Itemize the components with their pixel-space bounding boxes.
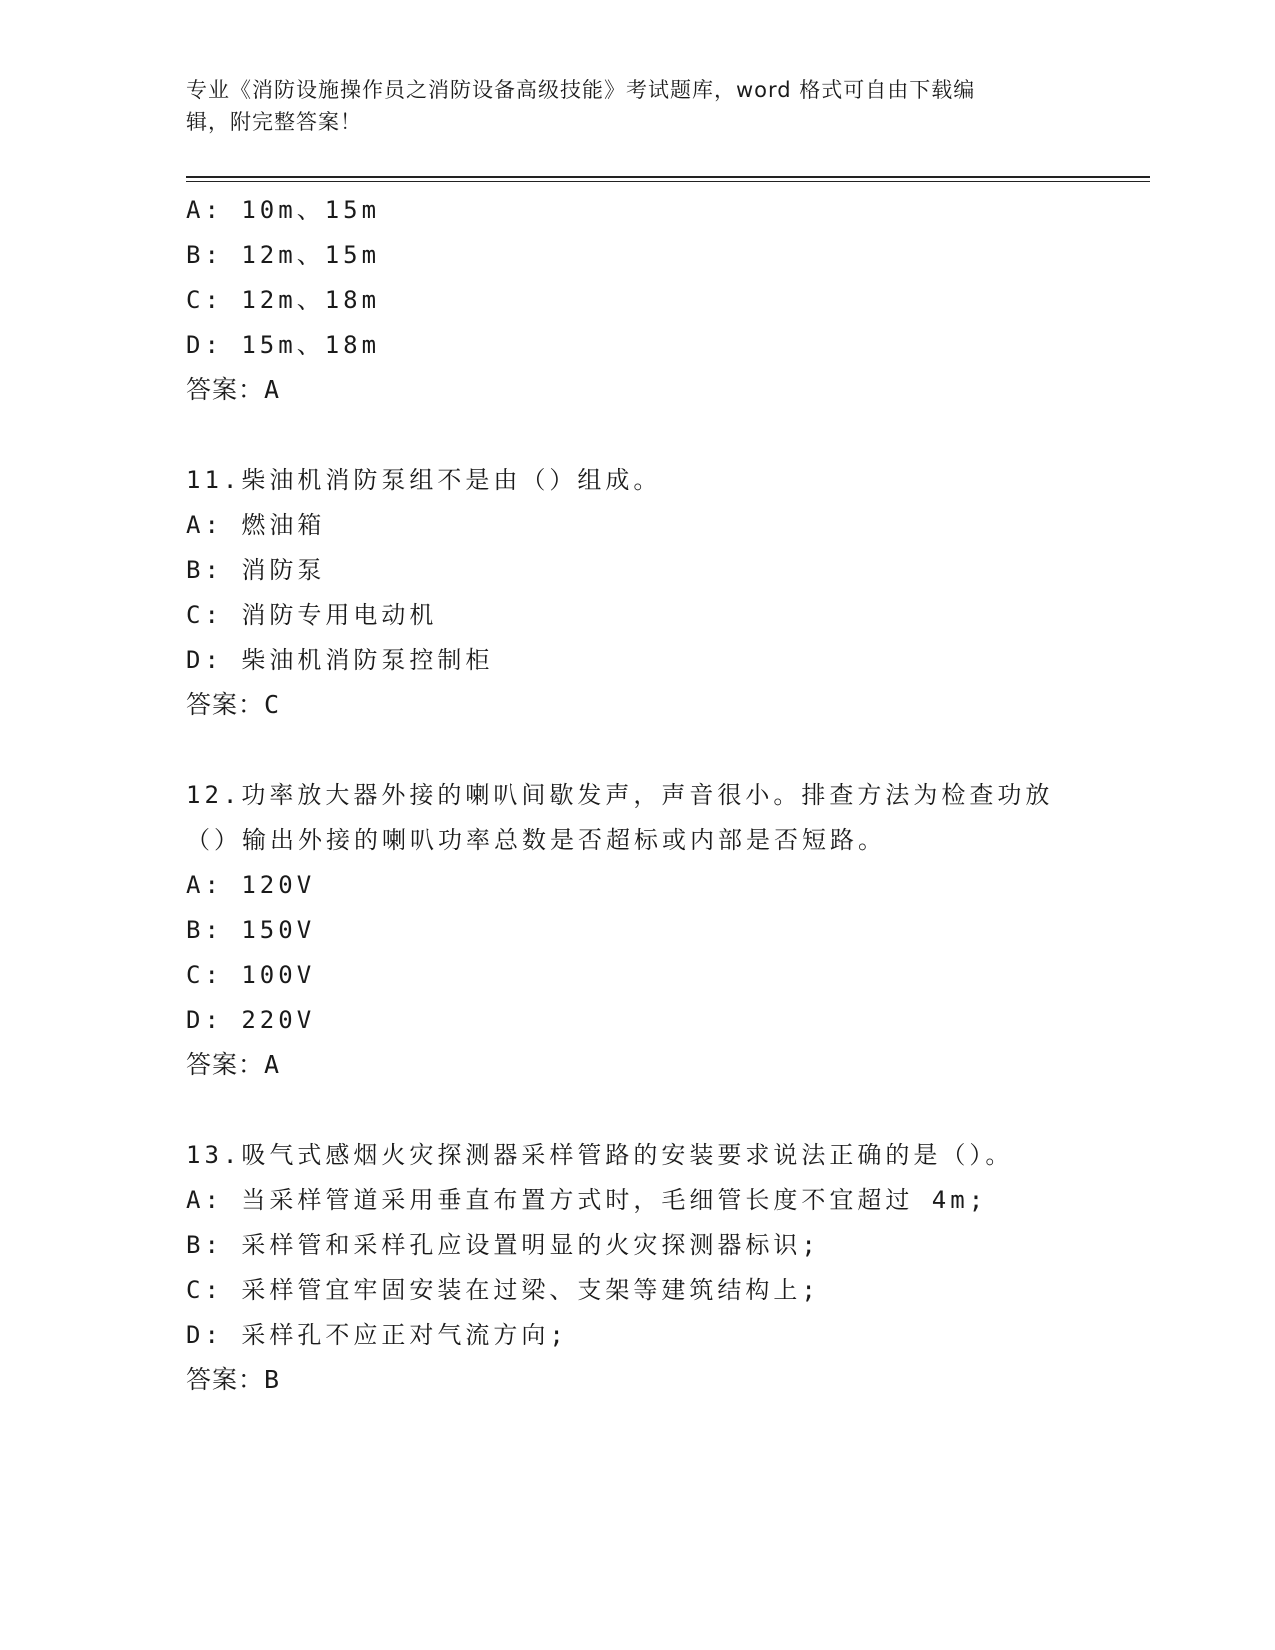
q12-answer <box>186 1050 280 1080</box>
q13-stem: 13.吸气式感烟火灾探测器采样管路的安装要求说法正确的是（）。 <box>186 1141 1014 1169</box>
q12-option-b: B: 150V <box>186 916 316 944</box>
header-line-2: 辑，附完整答案！ <box>186 110 362 134</box>
q13-answer <box>186 1365 280 1395</box>
q11-option-d: D: 柴油机消防泵控制柜 <box>186 646 494 674</box>
answer-value: B <box>264 1365 281 1394</box>
q12-stem-line-1: 12.功率放大器外接的喇叭间歇发声，声音很小。排查方法为检查功放 <box>186 781 1054 809</box>
q12-option-c: C: 100V <box>186 961 316 989</box>
q13-option-d: D: 采样孔不应正对气流方向; <box>186 1321 568 1349</box>
q10-option-c: C: 12m、18m <box>186 286 381 314</box>
q13-option-b: B: 采样管和采样孔应设置明显的火灾探测器标识; <box>186 1231 820 1259</box>
q10-answer <box>186 375 280 405</box>
answer-label: 答案： <box>186 690 265 719</box>
q10-option-a: A: 10m、15m <box>186 196 381 224</box>
q11-stem: 11.柴油机消防泵组不是由（）组成。 <box>186 466 662 494</box>
answer-label: 答案： <box>186 375 265 404</box>
q12-option-a: A: 120V <box>186 871 316 899</box>
q13-option-c: C: 采样管宜牢固安装在过梁、支架等建筑结构上; <box>186 1276 820 1304</box>
header-divider-thick <box>186 176 1150 178</box>
document-header <box>186 74 1066 138</box>
answer-value: C <box>264 690 281 719</box>
answer-value: A <box>264 1050 281 1079</box>
q11-answer <box>186 690 280 720</box>
q11-option-b: B: 消防泵 <box>186 556 326 584</box>
header-line-1: 专业《消防设施操作员之消防设备高级技能》考试题库，word 格式可自由下载编 <box>186 78 976 102</box>
q12-option-d: D: 220V <box>186 1006 316 1034</box>
answer-value: A <box>264 375 281 404</box>
q11-option-c: C: 消防专用电动机 <box>186 601 438 629</box>
q10-option-b: B: 12m、15m <box>186 241 381 269</box>
q13-option-a: A: 当采样管道采用垂直布置方式时，毛细管长度不宜超过 4m; <box>186 1186 988 1214</box>
q10-option-d: D: 15m、18m <box>186 331 381 359</box>
q12-stem-line-2: （）输出外接的喇叭功率总数是否超标或内部是否短路。 <box>186 826 886 854</box>
header-divider-thin <box>186 181 1150 182</box>
answer-label: 答案： <box>186 1365 265 1394</box>
answer-label: 答案： <box>186 1050 265 1079</box>
q11-option-a: A: 燃油箱 <box>186 511 326 539</box>
